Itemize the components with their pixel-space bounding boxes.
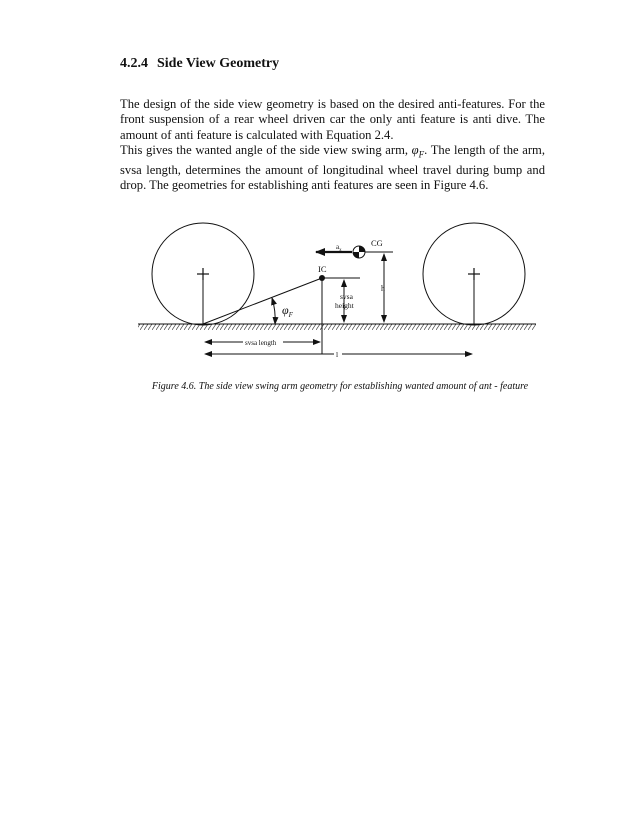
- swing-arm-line: [203, 278, 322, 324]
- section-title: Side View Geometry: [157, 56, 280, 71]
- paragraph-anti-features: The design of the side view geometry is based on the desired anti-features. For the front suspension of a rear wheel driven car the only anti feature is anti dive. The amount of anti feature is calculated with Equation 2.4.: [120, 97, 545, 142]
- front-wheel-center: [197, 268, 209, 280]
- ax-label: $a_x$: [336, 243, 342, 253]
- phi-subscript: F: [418, 149, 425, 160]
- cg-symbol: [353, 246, 365, 258]
- phi-label: $\varphi_F$: [282, 303, 293, 319]
- paragraph-text-end: . The length of the arm, svsa length, determines the amount of longitudinal wheel travel during bump and drop. The geometries for establishing anti features are seen in Figure 4.6.: [120, 143, 545, 193]
- ic-label: IC: [318, 264, 327, 274]
- svsa-length-label: svsa length: [245, 339, 277, 347]
- figure-caption: Figure 4.6. The side view swing arm geometry for establishing wanted amount of ant - feature: [151, 381, 529, 392]
- section-heading: [120, 56, 279, 72]
- wheelbase-label: l: [336, 350, 339, 359]
- section-number: 4.2.4: [120, 56, 148, 71]
- figure-caption-wrapper: [150, 380, 530, 398]
- h-label: h: [381, 284, 385, 293]
- svsa-height-label-line1: svsa: [340, 292, 353, 301]
- swing-arm-figure: [130, 210, 550, 375]
- phi-symbol: φ: [411, 143, 419, 157]
- angle-arc: [272, 298, 275, 324]
- rear-wheel-center: [468, 268, 480, 280]
- paragraph-swing-arm: [120, 143, 545, 193]
- svsa-height-label-line2: height: [335, 301, 354, 310]
- paragraph-text-start: This gives the wanted angle of the side view swing arm,: [120, 143, 412, 157]
- cg-label: CG: [371, 238, 383, 248]
